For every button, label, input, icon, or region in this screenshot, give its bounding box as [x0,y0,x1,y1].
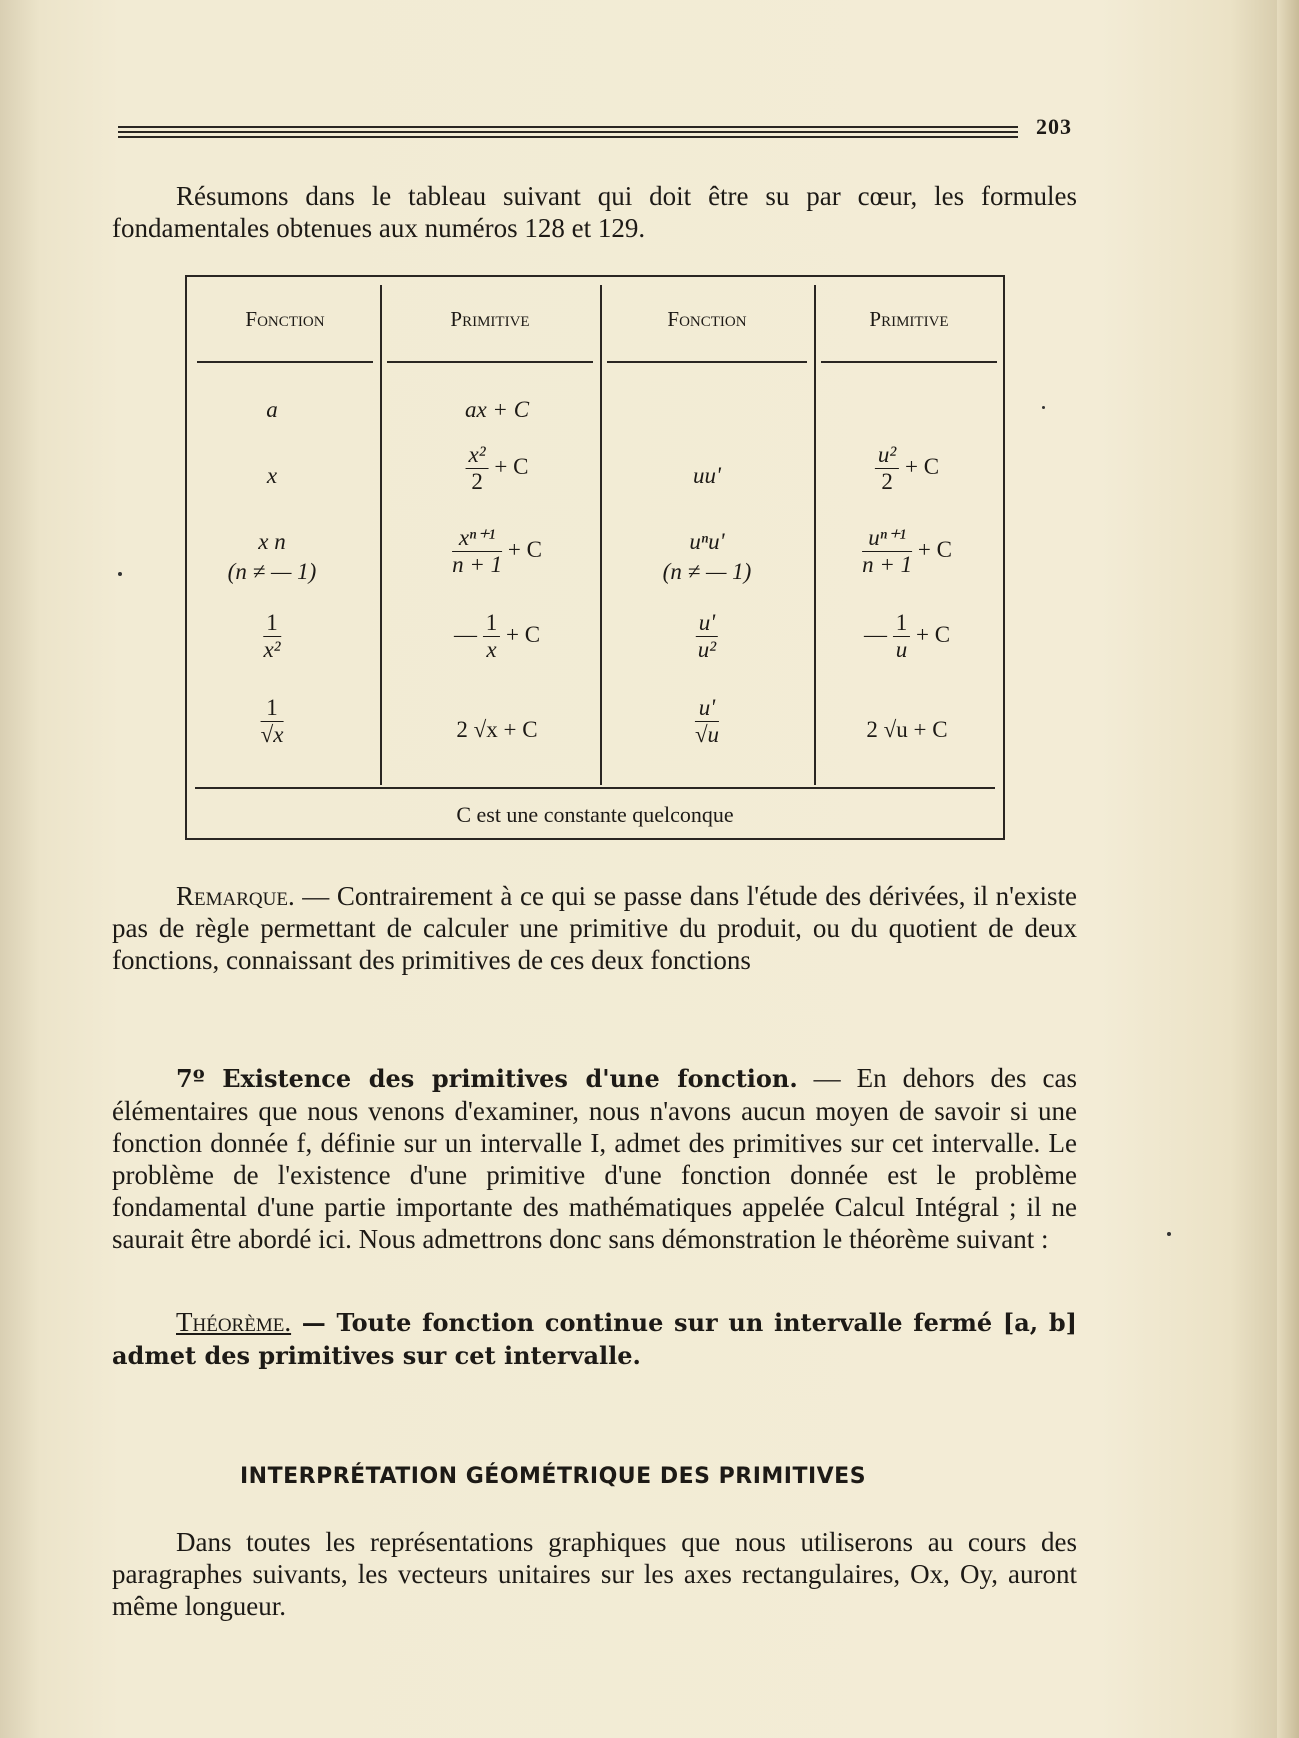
remarque-text: — Contrairement à ce qui se passe dans l'étude des dérivées, il n'existe pas de règle permettant de calculer une primitive du produit, ou du quotient de deux fonctions, connaissant des primitives de ces deux fonctions [112,881,1077,975]
closing-paragraph [112,1526,1077,1622]
function-cell [695,695,719,748]
function-cell: a [266,397,278,422]
numerator: u' [696,610,718,637]
constant-term: + C [905,453,940,479]
function-top: uⁿu' [689,529,725,554]
header-fonction: Fonction [667,307,747,331]
page-number: 203 [1036,114,1072,139]
primitive-cell: 2 √u + C [866,717,948,742]
numerator: 1 [893,610,911,637]
primitive-cell [466,442,529,495]
numerator: xⁿ⁺¹ [452,525,502,552]
theorem-text: — Toute fonction continue sur un intervalle fermé [a, b] admet des primitives sur cet intervalle. [112,1308,1077,1370]
function-cell [696,610,718,663]
header-underline [387,361,593,363]
numerator: x² [466,442,489,469]
primitive-cell [454,610,540,663]
numerator: uⁿ⁺¹ [862,525,912,552]
section-heading: INTERPRÉTATION GÉOMÉTRIQUE DES PRIMITIVES [240,1464,867,1489]
primitive-cell [864,610,950,663]
constant-term: + C [917,536,952,562]
constant-term: + C [915,621,951,647]
denominator: 2 [881,469,893,494]
constant-term: + C [507,536,542,562]
header-underline [821,361,997,363]
function-condition: (n ≠ — 1) [662,559,752,584]
remarque-label: Remarque. [176,881,295,911]
primitive-cell [862,525,952,578]
denominator: n + 1 [452,552,503,577]
function-cell: uu' [693,463,721,488]
denominator: x [486,637,497,662]
numerator: u² [875,442,899,469]
header-rule [118,126,1018,141]
print-speck [118,572,122,576]
minus-sign: — [453,621,477,647]
header-primitive: Primitive [869,307,949,331]
print-speck [1167,1232,1171,1236]
function-condition: (n ≠ — 1) [227,559,317,584]
function-cell [263,610,281,663]
section-7-text: — En dehors des cas élémentaires que nous venons d'examiner, nous n'avons aucun moyen de savoir si une fonction donnée f, définie sur un intervalle I, admet des primitives sur cet intervalle. Le problème de l'existence d'une primitive d'une fonction donnée est le problème fondamental d'une partie importante des mathématiques appelée Calcul Intégral ; il ne saurait être abordé ici. Nous admettrons donc sans démonstration le théorème suivant : [112,1063,1077,1254]
denominator: u² [697,637,717,662]
primitive-cell: 2 √x + C [456,717,538,742]
function-cell [261,695,284,748]
section-7-title: 7º Existence des primitives d'une fonction. [176,1064,798,1093]
denominator: 2 [471,469,483,494]
numerator: u' [695,695,719,722]
theorem-label: Théorème. [176,1307,292,1337]
denominator: u [895,637,908,662]
table-footer: C est une constante quelconque [456,802,734,827]
theorem-paragraph [112,1306,1077,1372]
denominator: √u [694,722,720,747]
function-cell [663,527,752,587]
function-cell: x [266,463,278,488]
function-cell [228,527,317,587]
numerator: 1 [261,695,284,722]
header-underline [197,361,373,363]
primitive-cell: ax + C [464,397,530,422]
header-underline [607,361,807,363]
intro-text: Résumons dans le tableau suivant qui doit être su par cœur, les formules fondamentales obtenues aux numéros 128 et 129. [112,181,1077,243]
footer-rule [195,787,995,789]
column-divider [814,285,816,785]
denominator: x² [263,637,281,662]
closing-text: Dans toutes les représentations graphiques que nous utiliserons au cours des paragraphes suivants, les vecteurs unitaires sur les axes rectangulaires, Ox, Oy, auront même longueur. [112,1527,1077,1621]
intro-paragraph [112,180,1077,244]
primitive-cell [875,442,939,495]
function-top: x n [258,529,286,554]
header-fonction: Fonction [245,307,325,331]
denominator: √x [260,722,284,747]
remarque-paragraph [112,880,1077,976]
numerator: 1 [483,610,501,637]
column-divider [380,285,382,785]
constant-term: + C [505,621,541,647]
denominator: n + 1 [862,552,913,577]
primitive-cell [452,525,542,578]
primitives-table [185,275,1005,840]
column-divider [600,285,602,785]
constant-term: + C [494,453,529,479]
header-primitive: Primitive [450,307,530,331]
minus-sign: — [863,621,887,647]
numerator: 1 [263,610,281,637]
page-edge [1277,0,1299,1738]
print-speck [1042,406,1045,409]
section-7-paragraph [112,1062,1077,1255]
